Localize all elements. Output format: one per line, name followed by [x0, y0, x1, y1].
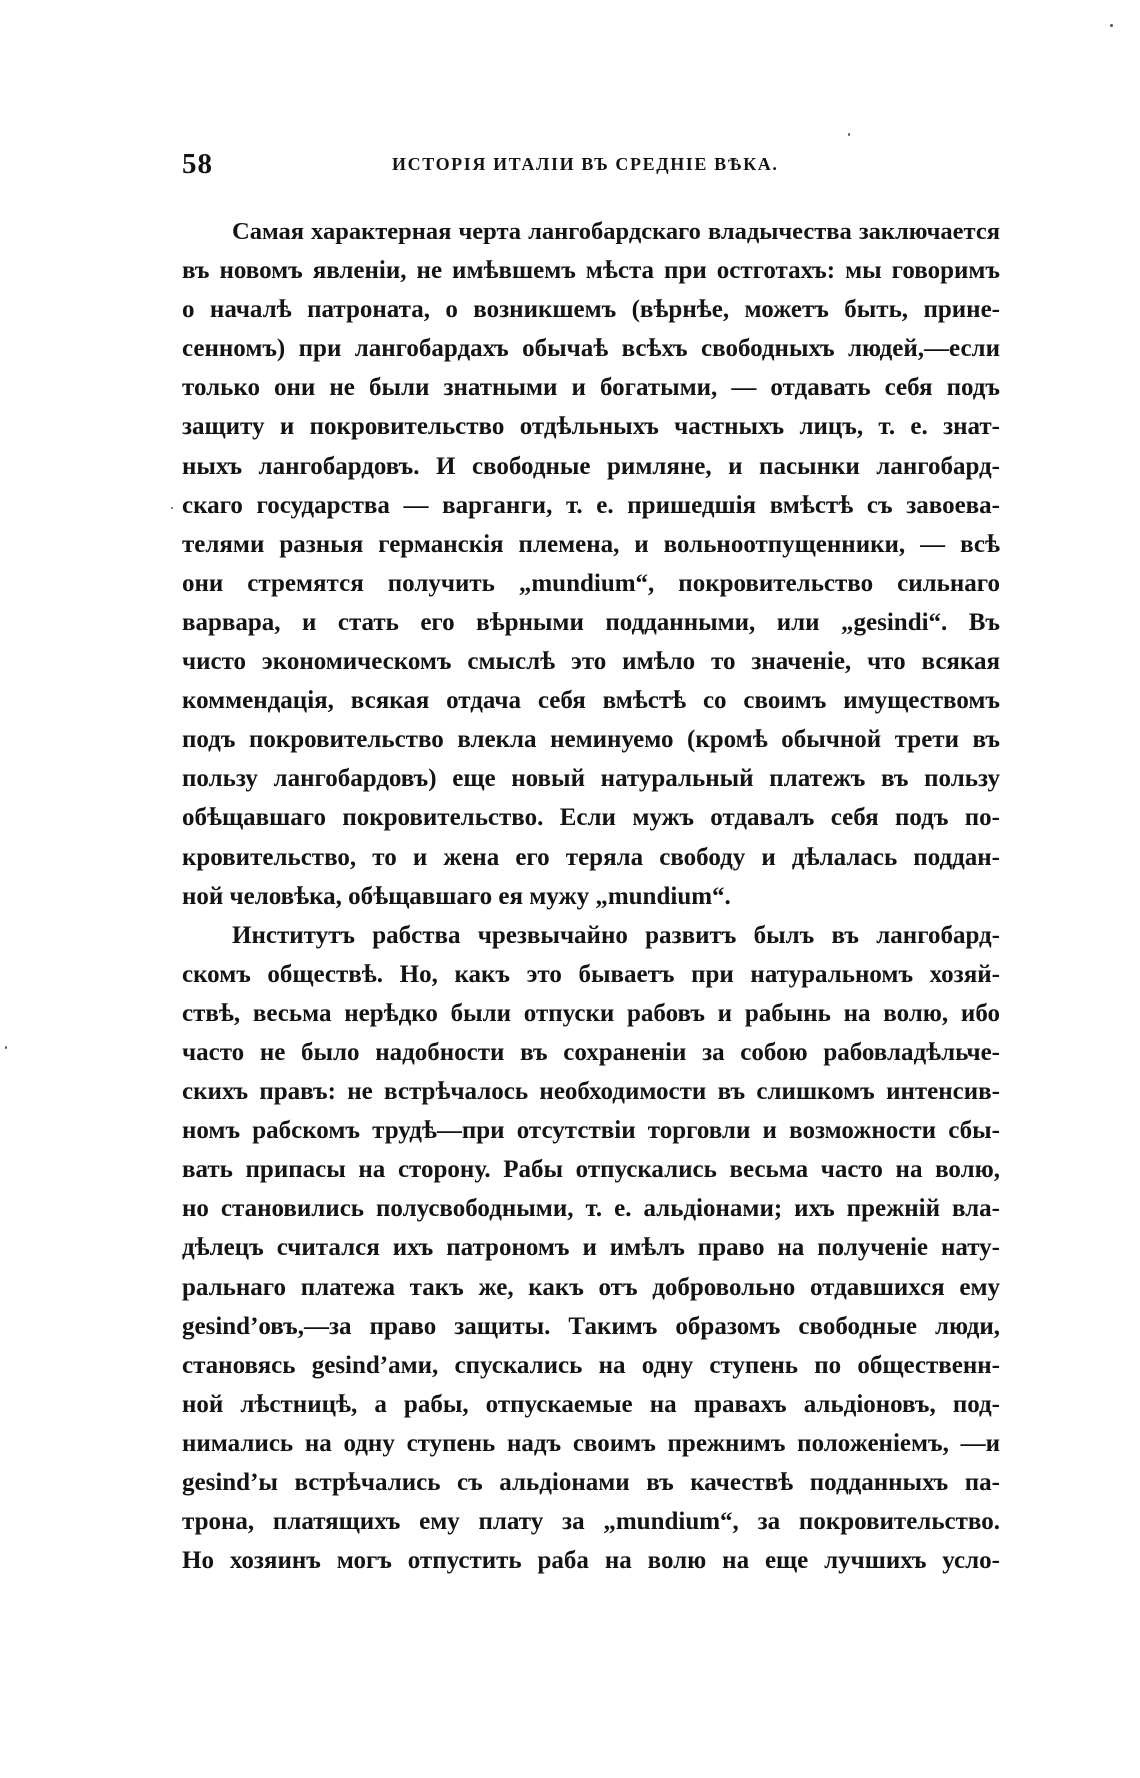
text-line: о началѣ патроната, о возникшемъ (вѣрнѣе, можетъ быть, принe- — [182, 296, 1000, 324]
text-line: становясь gesind’ами, спускались на одну ступень по общественн- — [182, 1351, 1000, 1379]
text-line: дѣлецъ считался ихъ патрономъ и имѣлъ право на полученіе нату- — [182, 1234, 1000, 1262]
text-line: чисто экономическомъ смыслѣ это имѣло то значеніе, что всякая — [182, 648, 1000, 676]
scan-speck — [848, 133, 850, 136]
text-line: коммендація, всякая отдача себя вмѣстѣ со своимъ имуществомъ — [182, 687, 1000, 715]
text-line: скаго государства — варганги, т. е. пришедшія вмѣстѣ съ завоева- — [182, 491, 1000, 519]
text-line: пользу лангобардовъ) еще новый натуральный платежъ въ пользу — [182, 765, 1000, 793]
scan-speck — [171, 507, 173, 509]
text-line: ной лѣстницѣ, а рабы, отпускаемые на правахъ альдіоновъ, под- — [182, 1390, 1000, 1418]
text-line: Но хозяинъ могъ отпустить раба на волю на еще лучшихъ усло- — [182, 1547, 1000, 1575]
text-line: Институтъ рабства чрезвычайно развитъ былъ въ лангобард- — [232, 921, 1000, 949]
text-line: вать припасы на сторону. Рабы отпускались весьма часто на волю, — [182, 1156, 1000, 1184]
text-line: варвара, и стать его вѣрными подданными, или „gesindi“. Въ — [182, 608, 1000, 636]
text-line: gesind’ы встрѣчались съ альдіонами въ качествѣ подданныхъ па- — [182, 1469, 1000, 1496]
text-line: только они не были знатными и богатыми, — отдавать себя подъ — [182, 374, 1000, 402]
text-line: Самая характерная черта лангобардскаго владычества заключается — [232, 218, 1000, 245]
text-line: часто не было надобности въ сохраненіи за собою рабовладѣльче- — [182, 1038, 1000, 1066]
text-line: gesind’овъ,—за право защиты. Такимъ образомъ свободные люди, — [182, 1312, 1000, 1340]
text-line: ствѣ, весьма нерѣдко были отпуски рабовъ и рабынь на волю, ибо — [182, 999, 1000, 1027]
text-line: но становились полусвободными, т. е. альдіонами; ихъ прежній вла- — [182, 1195, 1000, 1223]
page-number: 58 — [182, 148, 213, 180]
text-line: они стремятся получить „mundium“, покровительство сильнаго — [182, 569, 1000, 597]
text-line: кровительство, то и жена его теряла свободу и дѣлалась поддан- — [182, 843, 1000, 871]
text-line: въ новомъ явленіи, не имѣвшемъ мѣста при остготахъ: мы говоримъ — [182, 257, 1000, 285]
text-line: ныхъ лангобардовъ. И свободные римляне, и пасынки лангобард- — [182, 452, 1000, 480]
text-line: защиту и покровительство отдѣльныхъ частныхъ лицъ, т. е. знат- — [182, 413, 1000, 441]
text-line: скомъ обществѣ. Но, какъ это бываетъ при натуральномъ хозяй- — [182, 960, 1000, 988]
text-line: трона, платящихъ ему плату за „mundium“, за покровительство. — [182, 1508, 1000, 1536]
text-line: ной человѣка, обѣщавшаго ея мужу „mundium“. — [182, 882, 731, 910]
scan-speck — [5, 1046, 7, 1049]
body-text — [182, 212, 1000, 1580]
running-title: ИСТОРІЯ ИТАЛІИ ВЪ СРЕДНІЕ ВѢКА. — [392, 154, 779, 174]
text-line: подъ покровительство влекла неминуемо (кромѣ обычной трети въ — [182, 726, 1000, 754]
text-line: номъ рабскомъ трудѣ—при отсутствіи торговли и возможности сбы- — [182, 1117, 1000, 1145]
text-line: телями разныя германскія племена, и вольноотпущенники, — всѣ — [182, 530, 1000, 558]
text-line: сенномъ) при лангобардахъ обычаѣ всѣхъ свободныхъ людей,—если — [182, 335, 1000, 363]
running-header — [182, 148, 1000, 184]
scan-speck — [1110, 24, 1113, 27]
text-line: нимались на одну ступень надъ своимъ прежнимъ положеніемъ, —и — [182, 1429, 1000, 1457]
text-line: ральнаго платежа такъ же, какъ отъ добровольно отдавшихся ему — [182, 1273, 1000, 1301]
text-line: скихъ правъ: не встрѣчалось необходимости въ слишкомъ интенсив- — [182, 1078, 1000, 1106]
text-line: обѣщавшаго покровительство. Если мужъ отдавалъ себя подъ по- — [182, 804, 1000, 832]
